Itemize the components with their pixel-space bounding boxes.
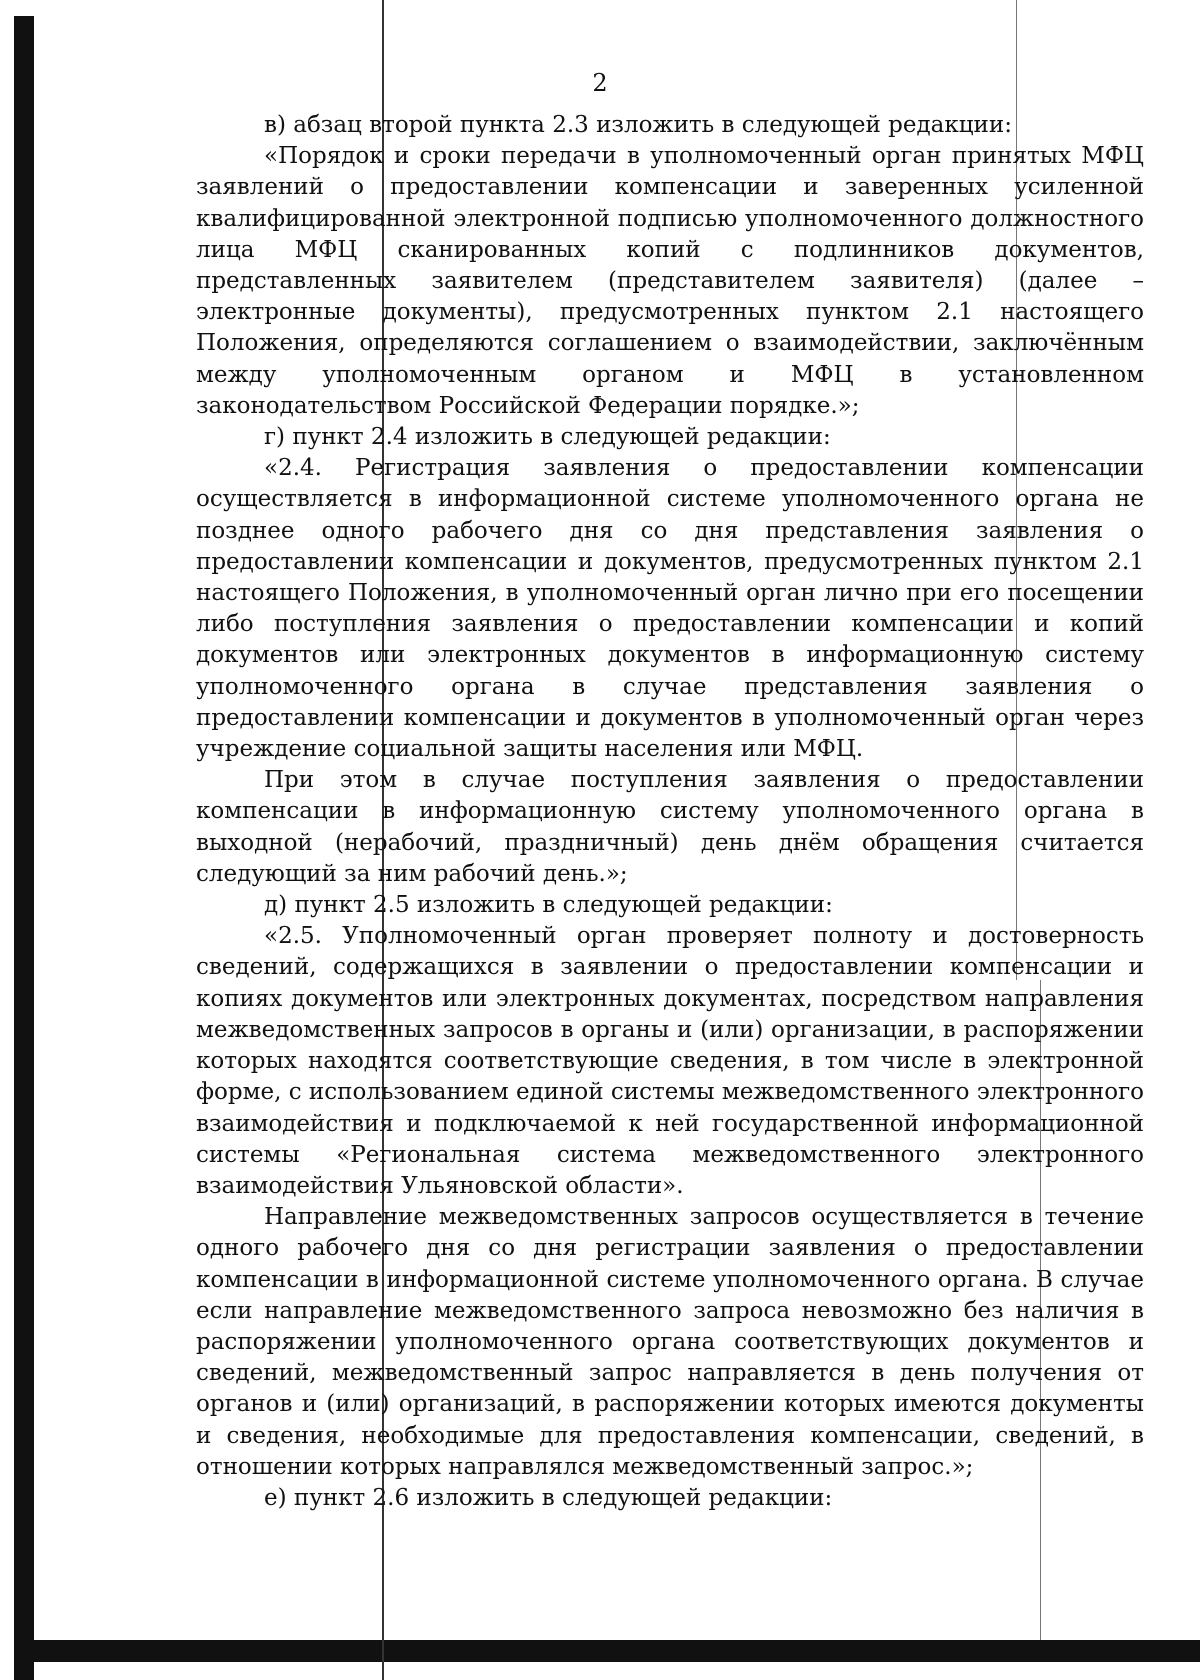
paragraph-requests: Направление межведомственных запросов осуществляется в течение одного рабочего дня со дня регистрации заявления о предоставлении компенсации в информационной системе уполномоченного органа. В случае если направление межведомственного запроса невозможно без наличия в распоряжении уполномоченного органа соответствующих документов и сведений, межведомственный запрос направляется в день получения от органов и (или) организаций, в распоряжении которых имеются документы и сведения, необходимые для предоставления компенсации, сведений, в отношении которых направлялся межведомственный запрос.»;: [196, 1204, 1144, 1480]
document-body: [196, 110, 1144, 1514]
page-number: 2: [592, 69, 608, 97]
paragraph-procedure: «Порядок и сроки передачи в уполномоченный орган принятых МФЦ заявлений о предоставлении компенсации и заверенных усиленной квалифицированной электронной подписью уполномоченного должностного лица МФЦ сканированных копий с подлинников документов, представленных заявителем (представителем заявителя) (далее – электронные документы), предусмотренных пунктом 2.1 настоящего Положения, определяются соглашением о взаимодействии, заключённым между уполномоченным органом и МФЦ в установленном законодательством Российской Федерации порядке.»;: [196, 143, 1144, 419]
paragraph-2-4: «2.4. Регистрация заявления о предоставлении компенсации осуществляется в информационной системе уполномоченного органа не позднее одного рабочего дня со дня представления заявления о предоставлении компенсации и документов, предусмотренных пунктом 2.1 настоящего Положения, в уполномоченный орган лично при его посещении либо поступления заявления о предоставлении компенсации и копий документов или электронных документов в информационную систему уполномоченного органа в случае представления заявления о предоставлении компенсации и документов в уполномоченный орган через учреждение социальной защиты населения или МФЦ.: [196, 455, 1144, 763]
scan-edge-bottom: [34, 1640, 1200, 1662]
paragraph-2-5: «2.5. Уполномоченный орган проверяет полноту и достоверность сведений, содержащихся в заявлении о предоставлении компенсации и копиях документов или электронных документах, посредством направления межведомственных запросов в органы и (или) организации, в распоряжении которых находятся соответствующие сведения, в том числе в электронной форме, с использованием единой системы межведомственного электронного взаимодействия и подключаемой к ней государственной информационной системы «Региональная система межведомственного электронного взаимодействия Ульяновской области».: [196, 923, 1144, 1199]
scan-edge-left: [14, 16, 34, 1680]
paragraph-g-intro: г) пункт 2.4 изложить в следующей редакции:: [264, 424, 831, 451]
paragraph-d-intro: д) пункт 2.5 изложить в следующей редакции:: [264, 892, 833, 919]
paragraph-e-intro: е) пункт 2.6 изложить в следующей редакции:: [264, 1484, 833, 1511]
paragraph-holiday: При этом в случае поступления заявления о предоставлении компенсации в информационную систему уполномоченного органа в выходной (нерабочий, праздничный) день днём обращения считается следующий за ним рабочий день.»;: [196, 767, 1144, 887]
paragraph-v-intro: в) абзац второй пункта 2.3 изложить в следующей редакции:: [264, 112, 1012, 138]
